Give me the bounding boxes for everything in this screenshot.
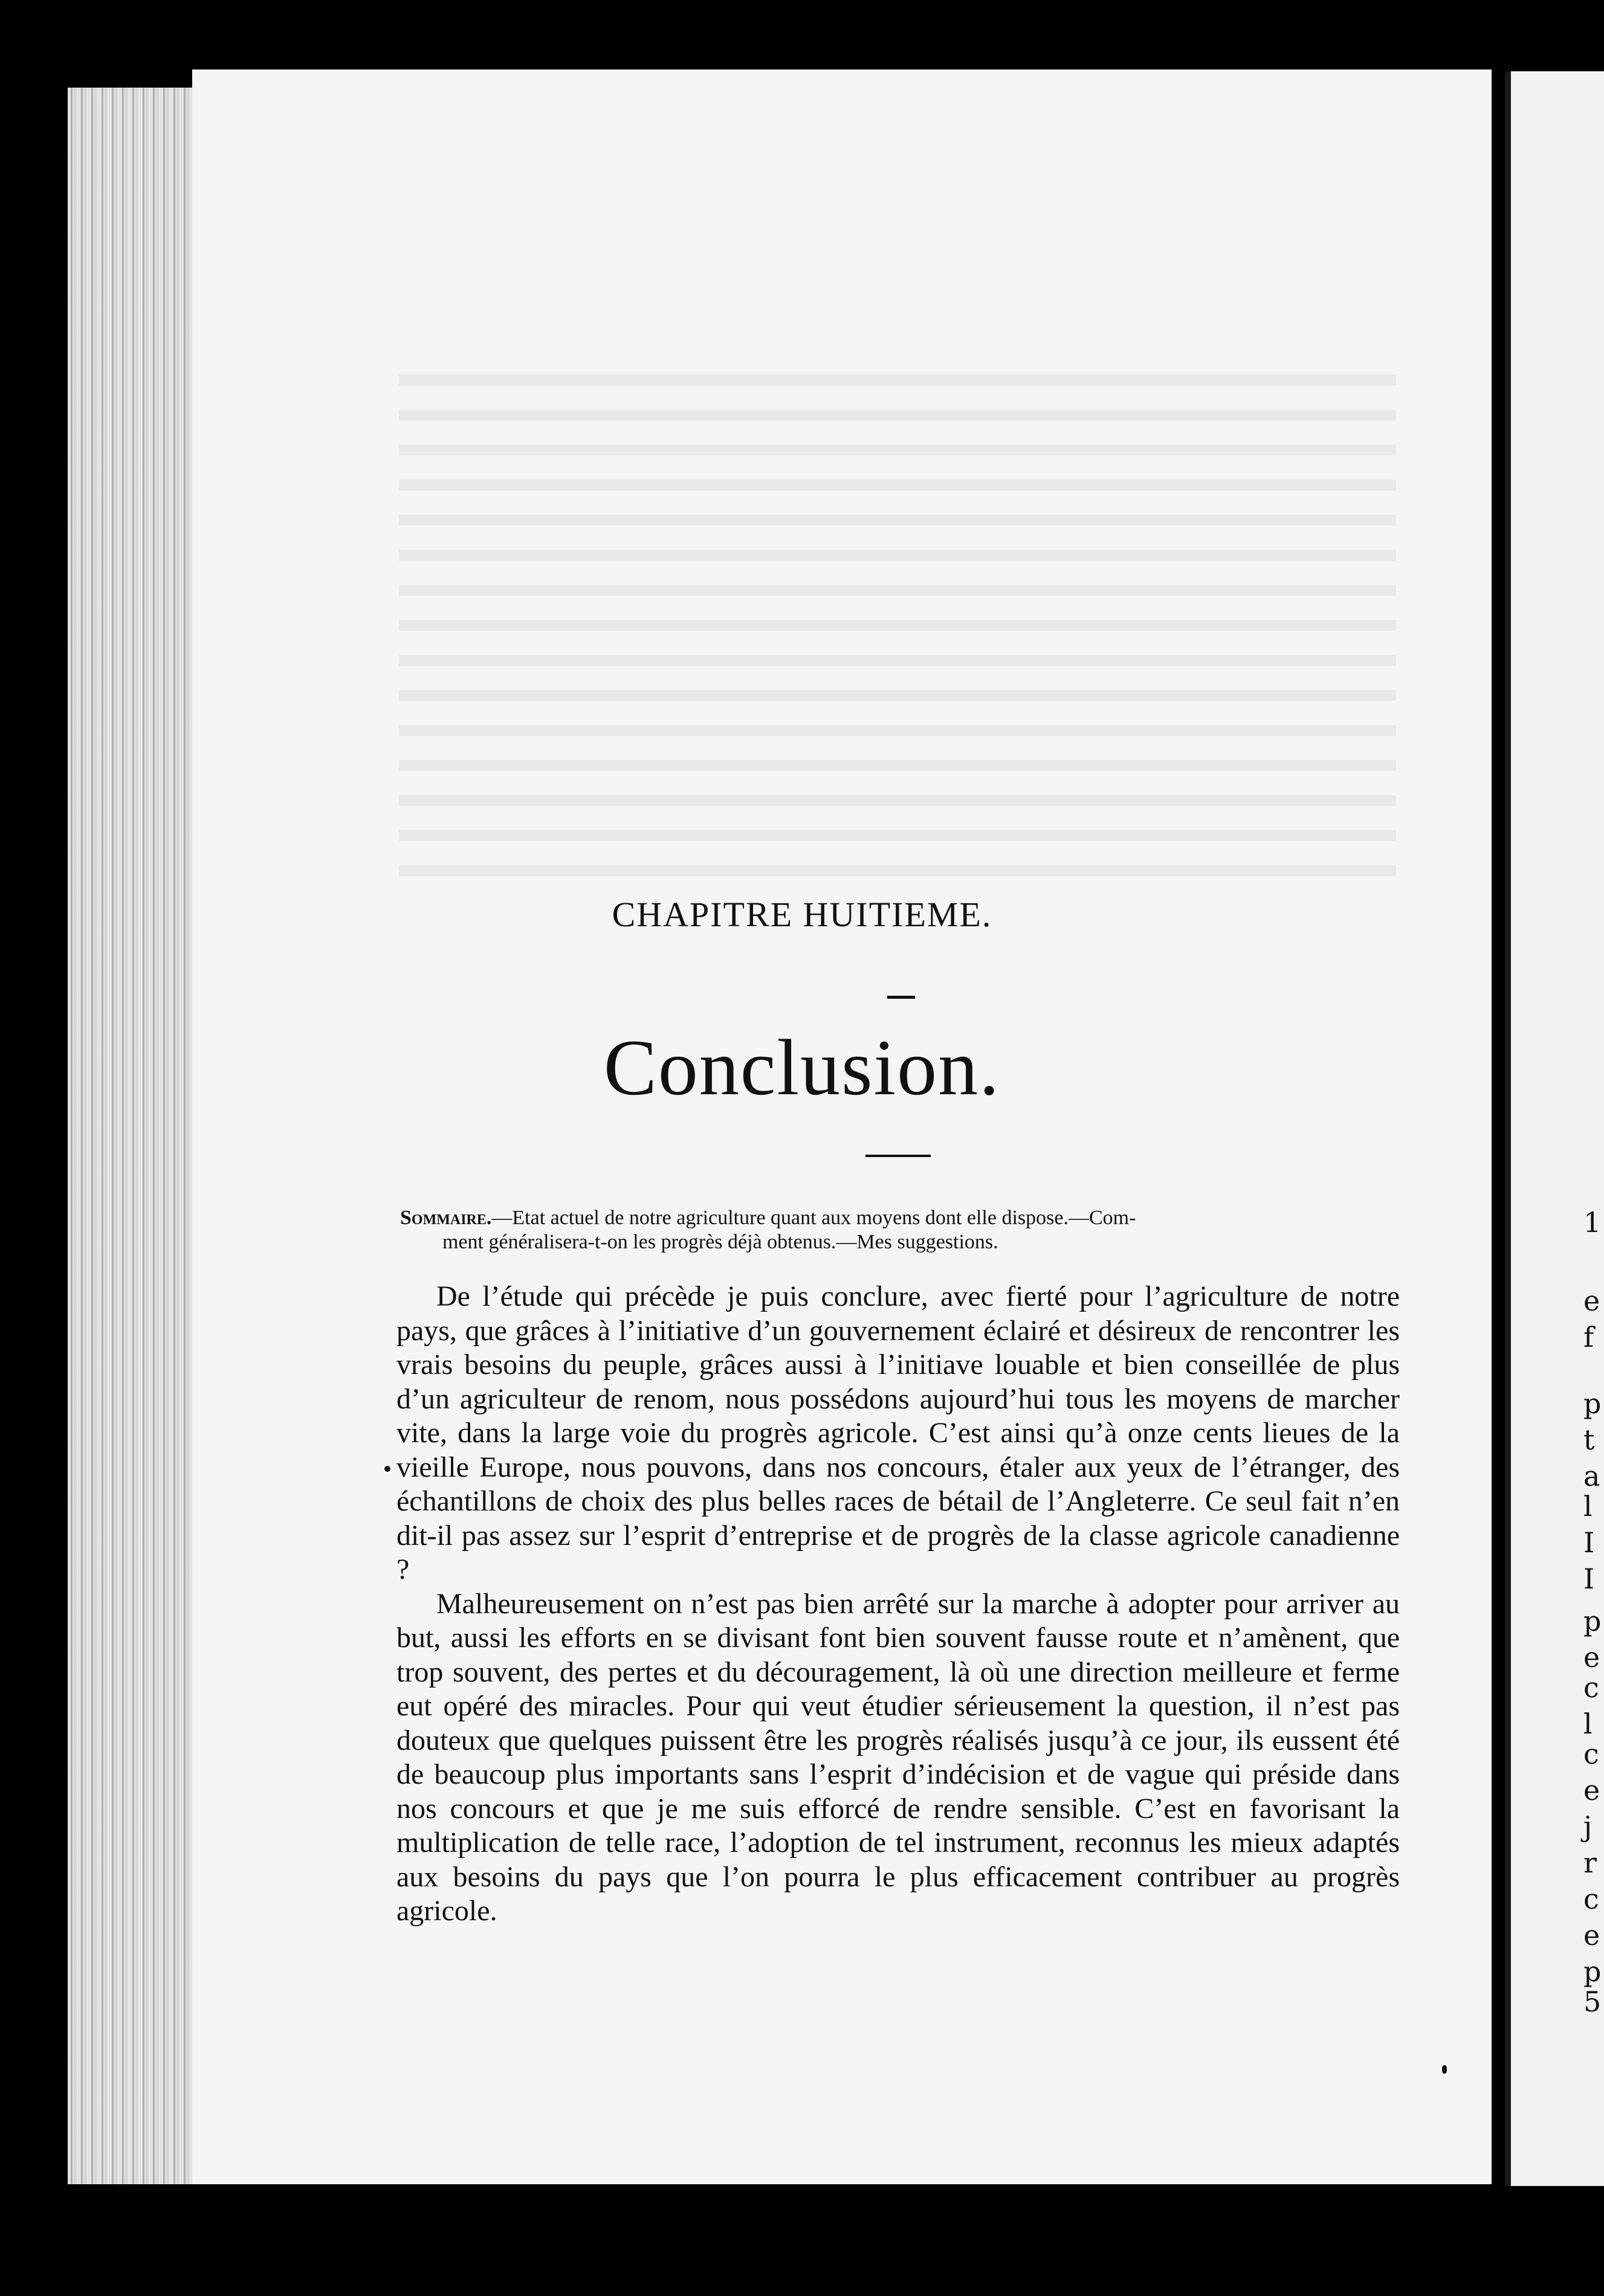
facing-page-fragment: p <box>1583 1605 1602 1637</box>
divider <box>887 996 915 999</box>
facing-page-fragment: l <box>1583 1490 1593 1523</box>
facing-page-fragment: t <box>1583 1424 1595 1456</box>
summary-line: —Etat actuel de notre agriculture quant aux moyens dont elle dispose.—Com- <box>491 1207 1136 1229</box>
body-text <box>396 1280 1400 1929</box>
facing-page-fragment: a <box>1583 1460 1600 1492</box>
facing-page-fragment: e <box>1583 1774 1600 1807</box>
facing-page-fragment: f <box>1583 1321 1594 1353</box>
facing-page-fragment: e <box>1583 1919 1600 1952</box>
book-page-edges <box>68 88 197 2184</box>
facing-page-fragment: e <box>1583 1641 1600 1674</box>
chapter-heading: CHAPITRE HUITIEME. <box>612 895 992 934</box>
facing-page-fragment: r <box>1583 1846 1597 1879</box>
summary-label: Sommaire. <box>400 1207 492 1229</box>
facing-page-fragment: 5 <box>1583 1985 1602 2018</box>
facing-page-fragment: l <box>1583 1707 1593 1740</box>
facing-page-fragment: 1 <box>1583 1206 1602 1239</box>
facing-page-fragment: p <box>1583 1387 1602 1420</box>
facing-page-fragment: c <box>1583 1738 1599 1770</box>
facing-page-fragment: c <box>1583 1883 1599 1915</box>
facing-page-fragment: I <box>1583 1526 1595 1559</box>
paragraph: Malheureusement on n’est pas bien arrêté sur la marche à adopter pour arriver au but, aussi les efforts en se divisant font bien souvent fausse route et n’amènent, que trop souvent, des pertes et du découragement, là où une direction meilleure et ferme eut opéré des miracles. Pour qui veut étudier sérieusement la question, il n’est pas douteux que quelques puissent être les progrès réalisés jusqu’à ce jour, ils eussent été de beaucoup plus importants sans l’esprit d’indécision et de vague qui préside dans nos concours et que je me suis efforcé de rendre sensible. C’est en favorisant la multiplication de telle race, l’adoption de tel instrument, reconnus les mieux adaptés aux besoins du pays que l’on pourra le plus efficacement contribuer au progrès agricole. <box>396 1587 1400 1927</box>
facing-page-fragment: e <box>1583 1285 1600 1317</box>
ink-dot <box>384 1466 390 1472</box>
bleed-through-text <box>399 375 1396 894</box>
divider <box>865 1155 931 1157</box>
ink-speck <box>1442 2065 1447 2074</box>
chapter-summary <box>400 1206 1399 1254</box>
facing-page-fragment: j <box>1583 1810 1593 1843</box>
paragraph: De l’étude qui précède je puis conclure, avec fierté pour l’agriculture de notre pays, que grâces à l’initiative d’un gouvernement éclairé et désireux de rencontrer les vrais besoins du peuple, grâces aussi à l’initiave louable et bien conseillée de plus d’un agriculteur de renom, nous possédons aujourd’hui tous les moyens de marcher vite, dans la large voie du progrès agricole. C’est ainsi qu’à onze cents lieues de la vieille Europe, nous pouvons, dans nos concours, étaler aux yeux de l’étranger, des échantillons de choix des plus belles races de bétail de l’Angleterre. Ce seul fait n’en dit-il pas assez sur l’esprit d’entreprise et de progrès de la classe agricole canadienne ? <box>396 1280 1400 1585</box>
summary-line: ment généralisera-t-on les progrès déjà obtenus.—Mes suggestions. <box>442 1231 998 1253</box>
facing-page-fragment: p <box>1583 1955 1602 1988</box>
facing-page-fragment: c <box>1583 1671 1599 1704</box>
chapter-title: Conclusion. <box>603 1023 1001 1112</box>
facing-page-fragment: I <box>1583 1562 1595 1595</box>
